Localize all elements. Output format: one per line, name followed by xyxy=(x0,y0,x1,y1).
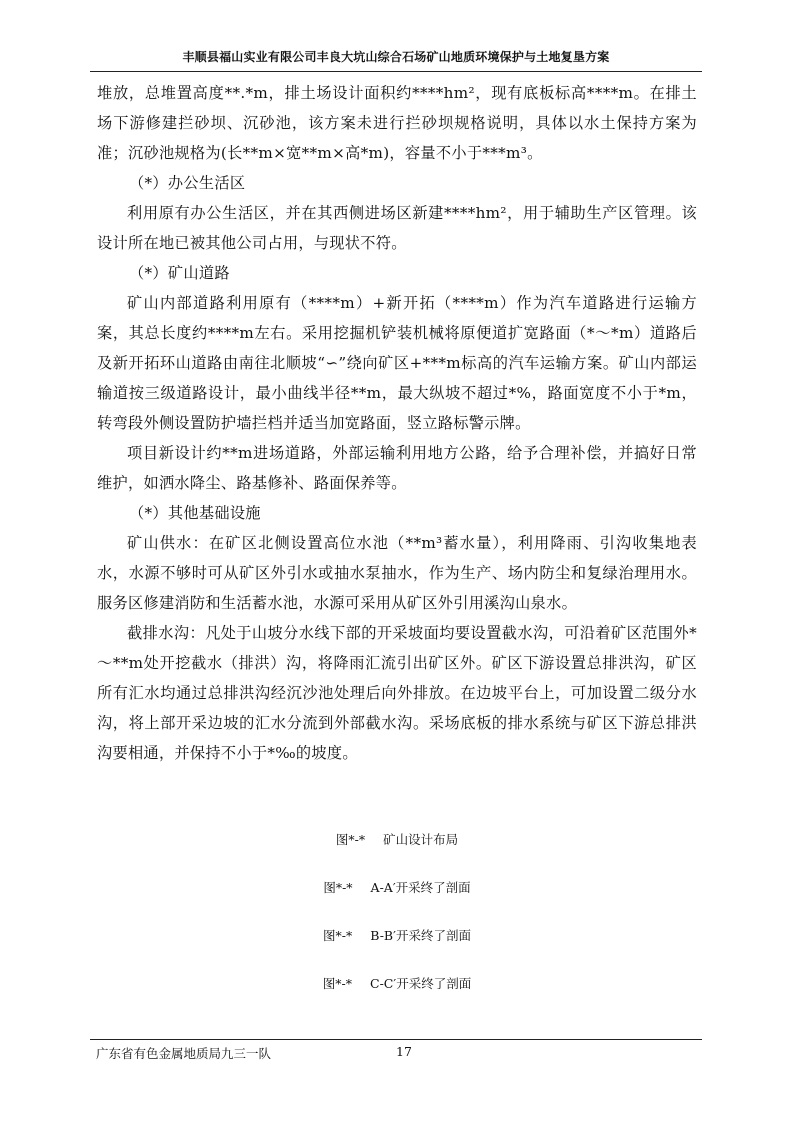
figure-title: C-C′开采终了剖面 xyxy=(370,976,472,991)
section-heading-other-facilities: （*）其他基础设施 xyxy=(129,504,261,522)
page-header-title: 丰顺县福山实业有限公司丰良大坑山综合石场矿山地质环境保护与土地复垦方案 xyxy=(182,50,610,64)
figure-caption xyxy=(97,828,697,876)
header-divider xyxy=(90,71,702,72)
paragraph-mine-road: 矿山内部道路利用原有（****m）+新开拓（****m）作为汽车道路进行运输方案，其总长度约****m左右。采用挖掘机铲装机械将原便道扩宽路面（*～*m）道路后及新开拓环山道路由南往北顺坡“∽”绕向矿区+***m标高的汽车运输方案。矿山内部运输道按三级道路设计，最小曲线半径**m，最大纵坡不超过*%，路面宽度不小于*m，转弯段外侧设置防护墙拦档并适当加宽路面，竖立路标警示牌。 xyxy=(97,294,697,432)
figure-number: 图*-* xyxy=(323,880,353,895)
figure-caption xyxy=(97,876,697,924)
section-heading-mine-road: （*）矿山道路 xyxy=(129,264,230,282)
section-heading-office-area: （*）办公生活区 xyxy=(129,174,246,192)
figure-number: 图*-* xyxy=(322,976,353,991)
figure-number: 图*-* xyxy=(335,832,366,847)
figure-caption xyxy=(97,972,697,1020)
paragraph-access-road: 项目新设计约**m进场道路，外部运输利用地方公路，给予合理补偿，并搞好日常维护，如洒水降尘、路基修补、路面保养等。 xyxy=(97,444,697,492)
paragraph-dump-site: 堆放，总堆置高度**.*m，排土场设计面积约****hm²，现有底板标高****m。在排土场下游修建拦砂坝、沉砂池，该方案未进行拦砂坝规格说明，具体以水土保持方案为准；沉砂池规格为(长**m×宽**m×高*m)，容量不小于***m³。 xyxy=(97,84,697,162)
document-body xyxy=(97,78,697,768)
page-number: 17 xyxy=(396,1044,412,1059)
figure-title: 矿山设计布局 xyxy=(383,832,459,847)
footer-organization: 广东省有色金属地质局九三一队 xyxy=(96,1046,272,1061)
figure-title: A-A′开采终了剖面 xyxy=(370,880,471,895)
footer-divider xyxy=(90,1039,702,1040)
figure-caption xyxy=(97,924,697,972)
figure-number: 图*-* xyxy=(323,928,353,943)
paragraph-water-supply: 矿山供水：在矿区北侧设置高位水池（**m³蓄水量），利用降雨、引沟收集地表水，水源不够时可从矿区外引水或抽水泵抽水，作为生产、场内防尘和复绿治理用水。服务区修建消防和生活蓄水池，水源可采用从矿区外引用溪沟山泉水。 xyxy=(97,534,697,612)
paragraph-office-area: 利用原有办公生活区，并在其西侧进场区新建****hm²，用于辅助生产区管理。该设计所在地已被其他公司占用，与现状不符。 xyxy=(97,204,697,252)
figure-list xyxy=(97,828,697,1020)
figure-title: B-B′开采终了剖面 xyxy=(370,928,471,943)
paragraph-drainage: 截排水沟：凡处于山坡分水线下部的开采坡面均要设置截水沟，可沿着矿区范围外*～**m处开挖截水（排洪）沟，将降雨汇流引出矿区外。矿区下游设置总排洪沟，矿区所有汇水均通过总排洪沟经沉沙池处理后向外排放。在边坡平台上，可加设置二级分水沟，将上部开采边坡的汇水分流到外部截水沟。采场底板的排水系统与矿区下游总排洪沟要相通，并保持不小于*‰的坡度。 xyxy=(97,624,697,762)
